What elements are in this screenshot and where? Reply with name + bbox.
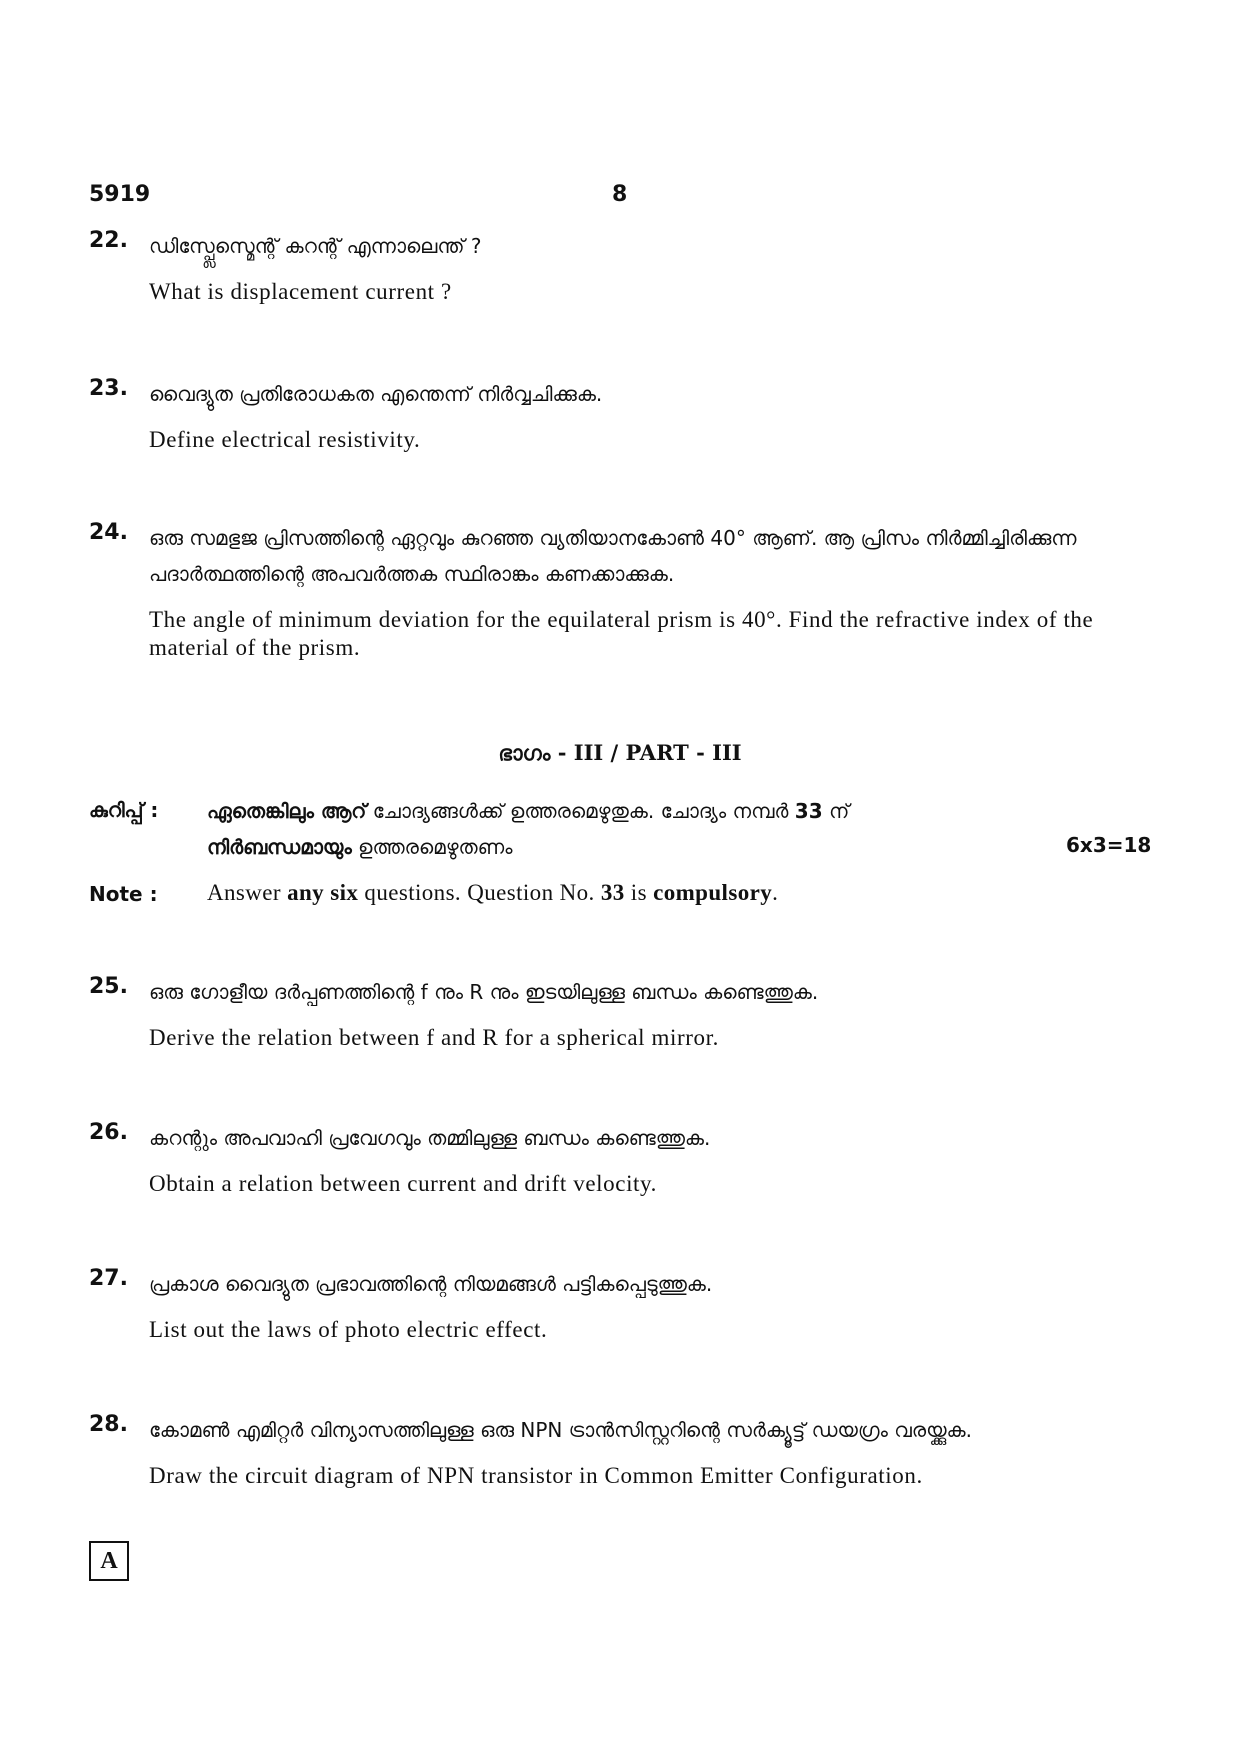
series-box: A — [89, 1541, 129, 1581]
question-number: 25. — [89, 974, 128, 999]
question-text-english: List out the laws of photo electric effect. — [149, 1317, 548, 1342]
question-text-english: Draw the circuit diagram of NPN transistor in Common Emitter Configuration. — [149, 1463, 923, 1488]
note-label-english: Note : — [89, 882, 158, 906]
question-number: 23. — [89, 376, 128, 401]
note-bold-any-six: ഏതെങ്കിലും ആറ് — [207, 799, 367, 823]
note-bold-compulsory: നിർബന്ധമായും — [207, 835, 352, 859]
note-text-part: Answer — [207, 880, 288, 905]
question-text-malayalam: ഒരു സമഭുജ പ്രിസത്തിന്റെ ഏറ്റവും കുറഞ്ഞ വ്യതിയാനകോൺ 40° ആണ്. ആ പ്രിസം നിർമ്മിച്ചിരിക്കുന്ന പദാർത്ഥത്തിന്റെ അപവർത്തക സ്ഥിരാങ്കം കണക്കാക്കുക. — [149, 526, 1077, 586]
question-27 — [89, 1266, 1149, 1344]
paper-code: 5919 — [89, 182, 151, 207]
note-question-number: 33 — [600, 880, 625, 905]
question-number: 28. — [89, 1412, 128, 1437]
question-text-malayalam: വൈദ്യുത പ്രതിരോധകത എന്തെന്ന് നിർവ്വചിക്കുക. — [149, 382, 603, 406]
note-text-part: is — [624, 880, 654, 905]
page-number: 8 — [612, 182, 628, 207]
note-text-malayalam — [207, 793, 1107, 865]
question-text-malayalam: കോമൺ എമിറ്റർ വിന്യാസത്തിലുള്ള ഒരു NPN ട്രാൻസിസ്റ്ററിന്റെ സർക്യൂട്ട് ഡയഗ്രം വരയ്ക്കുക. — [149, 1418, 972, 1442]
question-number: 24. — [89, 520, 128, 545]
question-text-english: The angle of minimum deviation for the equilateral prism is 40°. Find the refractive index of the material of the prism. — [149, 607, 1094, 660]
note-label-malayalam: കുറിപ്പ് : — [89, 798, 159, 822]
question-text-malayalam: കറന്റും അപവാഹി പ്രവേഗവും തമ്മിലുള്ള ബന്ധം കണ്ടെത്തുക. — [149, 1126, 711, 1150]
note-text-part: ചോദ്യങ്ങൾക്ക് ഉത്തരമെഴുതുക. ചോദ്യം നമ്പർ — [366, 799, 795, 823]
note-text-part: ന് — [822, 799, 850, 823]
part-title: ഭാഗം - III / PART - III — [498, 740, 742, 765]
question-text-english: Obtain a relation between current and drift velocity. — [149, 1171, 658, 1196]
question-text-malayalam: ഡിസ്പ്ലേസ്മെന്റ് കറന്റ് എന്നാലെന്ത് ? — [149, 234, 482, 258]
question-text-malayalam: ഒരു ഗോളീയ ദർപ്പണത്തിന്റെ f നും R നും ഇടയിലുള്ള ബന്ധം കണ്ടെത്തുക. — [149, 980, 819, 1004]
note-text-part: ഉത്തരമെഴുതണം — [351, 835, 513, 859]
note-text-english — [207, 880, 778, 906]
question-26 — [89, 1120, 1149, 1198]
question-number: 26. — [89, 1120, 128, 1145]
question-number: 22. — [89, 228, 128, 253]
question-22 — [89, 228, 1149, 306]
note-text-part: questions. Question No. — [358, 880, 601, 905]
question-number: 27. — [89, 1266, 128, 1291]
note-text-part: . — [772, 880, 779, 905]
question-23 — [89, 376, 1149, 454]
question-text-english: Derive the relation between f and R for a spherical mirror. — [149, 1025, 719, 1050]
marks-allocation: 6x3=18 — [1066, 833, 1152, 857]
note-bold-compulsory: compulsory — [653, 880, 773, 905]
question-text-malayalam: പ്രകാശ വൈദ്യുത പ്രഭാവത്തിന്റെ നിയമങ്ങൾ പട്ടികപ്പെടുത്തുക. — [149, 1272, 713, 1296]
question-text-english: Define electrical resistivity. — [149, 427, 421, 452]
question-24 — [89, 520, 1149, 662]
question-28 — [89, 1412, 1149, 1490]
question-25 — [89, 974, 1149, 1052]
note-question-number: 33 — [794, 799, 823, 823]
question-text-english: What is displacement current ? — [149, 279, 452, 304]
note-bold-any-six: any six — [287, 880, 359, 905]
